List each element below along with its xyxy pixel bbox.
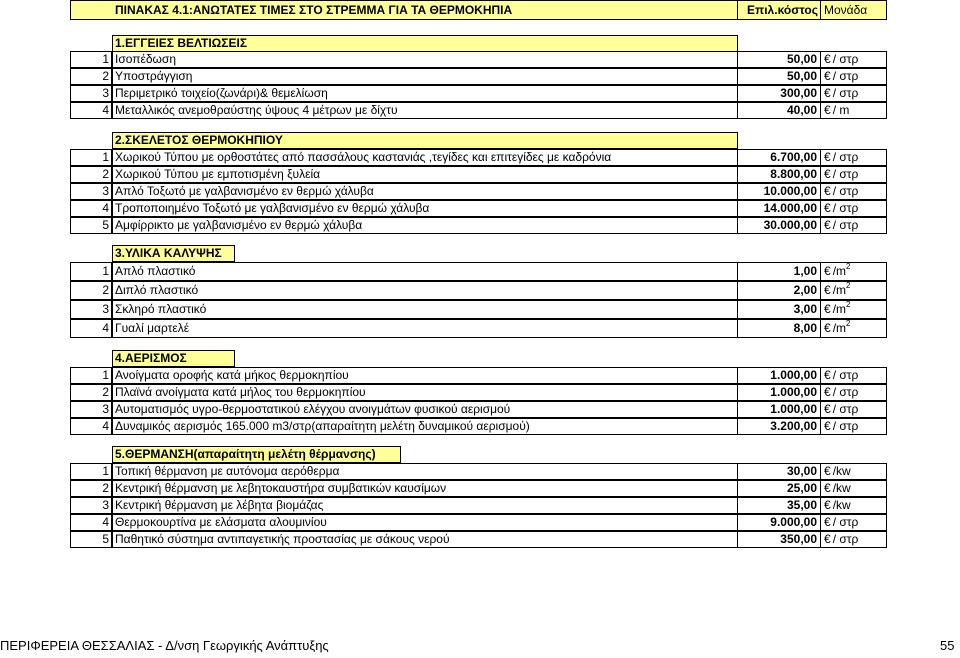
row-description: Κεντρική θέρμανση με λέβητα βιομάζας — [112, 497, 738, 514]
row-number: 4 — [70, 514, 112, 531]
euro-icon: € — [824, 385, 831, 399]
euro-icon: € — [824, 69, 831, 83]
row-unit — [820, 384, 887, 401]
unit-label: / στρ — [832, 69, 859, 83]
row-description: Δυναμικός αερισμός 165.000 m3/στρ(απαραίτητη μελέτη δυναμικού αερισμού) — [112, 418, 738, 435]
row-unit — [820, 149, 887, 166]
unit-label: / στρ — [832, 150, 859, 164]
row-number: 1 — [70, 149, 112, 166]
euro-icon: € — [824, 264, 831, 278]
unit-label: / στρ — [832, 402, 859, 416]
unit-exponent: 2 — [846, 300, 851, 309]
row-unit — [820, 418, 887, 435]
euro-icon: € — [824, 184, 831, 198]
row-cost: 1.000,00 — [737, 384, 821, 401]
row-unit — [820, 102, 887, 119]
row-number: 1 — [70, 367, 112, 384]
unit-label: / στρ — [832, 368, 859, 382]
section-title: 3.ΥΛΙΚΑ ΚΑΛΥΨΗΣ — [112, 245, 235, 262]
unit-label: / στρ — [832, 385, 859, 399]
row-description: Αυτοματισμός υγρο-θερμοστατικού ελέγχου ανοιγμάτων φυσικού αερισμού — [112, 401, 738, 418]
row-number: 2 — [70, 68, 112, 85]
row-unit — [820, 183, 887, 200]
row-description: Τοπική θέρμανση με αυτόνομα αερόθερμα — [112, 463, 738, 480]
row-number: 4 — [70, 319, 112, 338]
unit-label: /m — [832, 302, 847, 316]
row-description: Διπλό πλαστικό — [112, 281, 738, 300]
row-number: 4 — [70, 418, 112, 435]
table-title: ΠΙΝΑΚΑΣ 4.1:ΑΝΩΤΑΤΕΣ ΤΙΜΕΣ ΣΤΟ ΣΤΡΕΜΜΑ ΓΙΑ ΤΑ ΘΕΡΜΟΚΗΠΙΑ — [70, 0, 738, 20]
row-number: 2 — [70, 166, 112, 183]
row-description: Χωρικού Τύπου με εμποτισμένη ξυλεία — [112, 166, 738, 183]
section-title: 5.ΘΕΡΜΑΝΣΗ(απαραίτητη μελέτη θέρμανσης) — [112, 446, 401, 463]
euro-icon: € — [824, 532, 831, 546]
row-description: Πλαϊνά ανοίγματα κατά μήλος του θερμοκηπίου — [112, 384, 738, 401]
row-description: Απλό Τοξωτό με γαλβανισμένο εν θερμώ χάλυβα — [112, 183, 738, 200]
row-unit — [820, 319, 887, 338]
euro-icon: € — [824, 419, 831, 433]
footer-left: ΠΕΡΙΦΕΡΕΙΑ ΘΕΣΣΑΛΙΑΣ - Δ/νση Γεωργικής Ανάπτυξης — [0, 638, 329, 653]
row-cost: 25,00 — [737, 480, 821, 497]
row-number: 5 — [70, 217, 112, 234]
row-cost: 50,00 — [737, 68, 821, 85]
unit-exponent: 2 — [846, 319, 851, 328]
row-description: Ανοίγματα οροφής κατά μήκος θερμοκηπίου — [112, 367, 738, 384]
row-description: Μεταλλικός ανεμοθραύστης ύψους 4 μέτρων με δίχτυ — [112, 102, 738, 119]
row-cost: 3.200,00 — [737, 418, 821, 435]
row-number: 4 — [70, 102, 112, 119]
row-description: Γυαλί μαρτελέ — [112, 319, 738, 338]
euro-icon: € — [824, 52, 831, 66]
row-unit — [820, 531, 887, 548]
row-cost: 2,00 — [737, 281, 821, 300]
row-cost: 30.000,00 — [737, 217, 821, 234]
unit-label: /m — [832, 264, 847, 278]
row-description: Υποστράγγιση — [112, 68, 738, 85]
unit-label: /m — [832, 321, 847, 335]
euro-icon: € — [824, 103, 831, 117]
row-unit — [820, 281, 887, 300]
unit-label: / στρ — [832, 515, 859, 529]
row-cost: 30,00 — [737, 463, 821, 480]
row-description: Κεντρική θέρμανση με λεβητοκαυστήρα συμβατικών καυσίμων — [112, 480, 738, 497]
row-description: Θερμοκουρτίνα με ελάσματα αλουμινίου — [112, 514, 738, 531]
row-unit — [820, 68, 887, 85]
row-cost: 14.000,00 — [737, 200, 821, 217]
row-description: Ισοπέδωση — [112, 51, 738, 68]
row-unit — [820, 497, 887, 514]
row-description: Απλό πλαστικό — [112, 262, 738, 281]
row-unit — [820, 200, 887, 217]
row-description: Χωρικού Τύπου με ορθοστάτες από πασσάλους καστανιάς ,τεγίδες και επιτεγίδες με καδρόνια — [112, 149, 738, 166]
euro-icon: € — [824, 321, 831, 335]
unit-exponent: 2 — [846, 262, 851, 271]
euro-icon: € — [824, 283, 831, 297]
unit-label: /kw — [832, 481, 851, 495]
row-unit — [820, 401, 887, 418]
euro-icon: € — [824, 218, 831, 232]
euro-icon: € — [824, 481, 831, 495]
unit-label: / στρ — [832, 419, 859, 433]
row-number: 3 — [70, 300, 112, 319]
row-number: 5 — [70, 531, 112, 548]
row-cost: 1.000,00 — [737, 367, 821, 384]
col-unit-header: Μονάδα — [820, 0, 887, 20]
row-cost: 6.700,00 — [737, 149, 821, 166]
row-cost: 3,00 — [737, 300, 821, 319]
row-cost: 8.800,00 — [737, 166, 821, 183]
unit-label: / στρ — [832, 167, 859, 181]
row-description: Αμφίρρικτο με γαλβανισμένο εν θερμώ χάλυβα — [112, 217, 738, 234]
section-title: 4.ΑΕΡΙΣΜΟΣ — [112, 350, 235, 367]
unit-label: / m — [832, 103, 850, 117]
row-number: 3 — [70, 497, 112, 514]
row-description: Σκληρό πλαστικό — [112, 300, 738, 319]
euro-icon: € — [824, 150, 831, 164]
row-number: 3 — [70, 183, 112, 200]
row-description: Παθητικό σύστημα αντιπαγετικής προστασίας με σάκους νερού — [112, 531, 738, 548]
row-unit — [820, 217, 887, 234]
euro-icon: € — [824, 515, 831, 529]
unit-label: / στρ — [832, 86, 859, 100]
section-title: 1.ΕΓΓΕΙΕΣ ΒΕΛΤΙΩΣΕΙΣ — [112, 35, 738, 52]
row-unit — [820, 367, 887, 384]
row-number: 3 — [70, 401, 112, 418]
row-cost: 50,00 — [737, 51, 821, 68]
row-cost: 10.000,00 — [737, 183, 821, 200]
row-cost: 40,00 — [737, 102, 821, 119]
unit-label: / στρ — [832, 201, 859, 215]
row-cost: 1.000,00 — [737, 401, 821, 418]
col-cost-header: Επιλ.κόστος — [737, 0, 821, 20]
row-cost: 1,00 — [737, 262, 821, 281]
row-cost: 9.000,00 — [737, 514, 821, 531]
row-cost: 8,00 — [737, 319, 821, 338]
euro-icon: € — [824, 201, 831, 215]
unit-label: / στρ — [832, 184, 859, 198]
row-description: Τροποποιημένο Τοξωτό με γαλβανισμένο εν θερμώ χάλυβα — [112, 200, 738, 217]
unit-label: /kw — [832, 464, 851, 478]
row-unit — [820, 85, 887, 102]
euro-icon: € — [824, 167, 831, 181]
euro-icon: € — [824, 86, 831, 100]
unit-exponent: 2 — [846, 281, 851, 290]
section-title: 2.ΣΚΕΛΕΤΟΣ ΘΕΡΜΟΚΗΠΙΟΥ — [112, 132, 738, 149]
row-number: 2 — [70, 480, 112, 497]
row-number: 4 — [70, 200, 112, 217]
row-unit — [820, 300, 887, 319]
row-number: 1 — [70, 51, 112, 68]
row-cost: 350,00 — [737, 531, 821, 548]
euro-icon: € — [824, 498, 831, 512]
row-number: 2 — [70, 281, 112, 300]
unit-label: /m — [832, 283, 847, 297]
row-number: 1 — [70, 262, 112, 281]
unit-label: / στρ — [832, 218, 859, 232]
unit-label: /kw — [832, 498, 851, 512]
euro-icon: € — [824, 302, 831, 316]
row-unit — [820, 166, 887, 183]
page-number: 55 — [940, 638, 955, 653]
row-unit — [820, 463, 887, 480]
euro-icon: € — [824, 368, 831, 382]
unit-label: / στρ — [832, 52, 859, 66]
row-unit — [820, 480, 887, 497]
row-cost: 300,00 — [737, 85, 821, 102]
row-description: Περιμετρικό τοιχείο(ζωνάρι)& θεμελίωση — [112, 85, 738, 102]
row-cost: 35,00 — [737, 497, 821, 514]
euro-icon: € — [824, 464, 831, 478]
row-number: 3 — [70, 85, 112, 102]
unit-label: / στρ — [832, 532, 859, 546]
row-unit — [820, 51, 887, 68]
row-unit — [820, 514, 887, 531]
row-number: 1 — [70, 463, 112, 480]
row-unit — [820, 262, 887, 281]
row-number: 2 — [70, 384, 112, 401]
euro-icon: € — [824, 402, 831, 416]
